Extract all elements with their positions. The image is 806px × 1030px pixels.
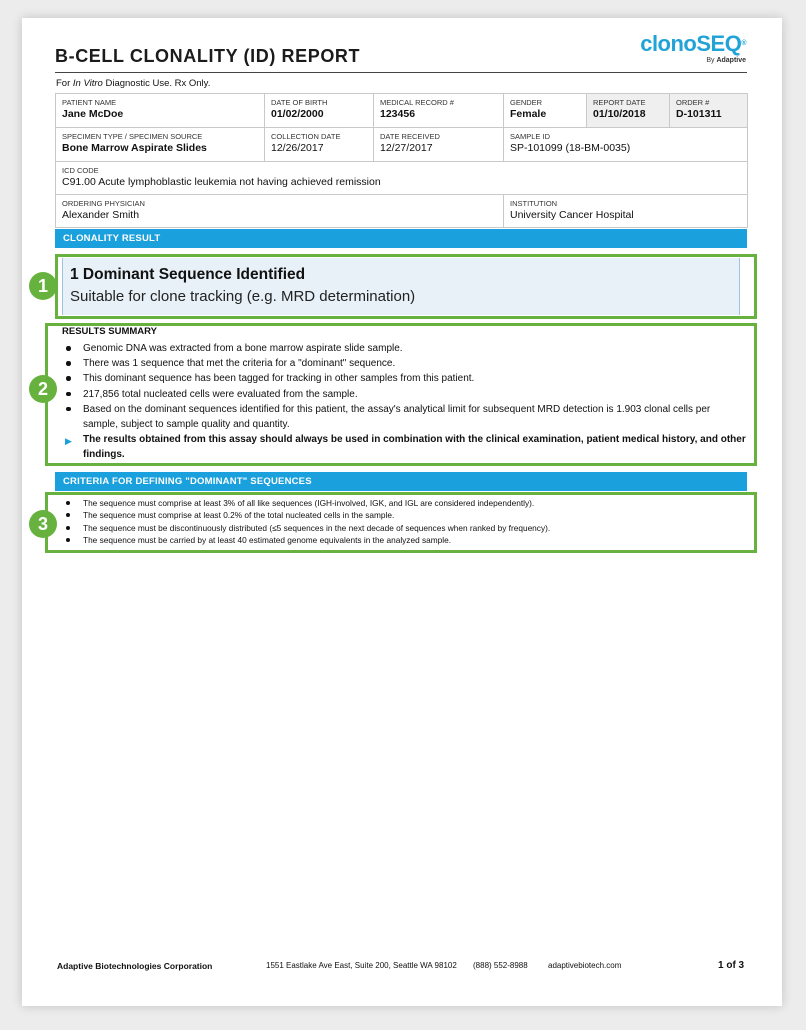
physician-cell: ORDERING PHYSICIAN Alexander Smith [56,195,504,228]
criteria-bar: CRITERIA FOR DEFINING "DOMINANT" SEQUENCES [55,472,747,491]
title-divider [55,72,747,73]
gender: Female [510,108,547,120]
clonality-result-bar: CLONALITY RESULT [55,229,747,248]
report-title: B-CELL CLONALITY (ID) REPORT [55,46,361,66]
physician-row [56,195,748,228]
ordering-physician: Alexander Smith [62,209,140,221]
list-item: The sequence must be discontinuously distributed (≤5 sequences in the next decade of sequences when ranked by frequency). [62,522,746,534]
report-date-cell: REPORT DATE 01/10/2018 [587,94,670,128]
list-item: 217,856 total nucleated cells were evaluated from the sample. [62,387,746,402]
institution: University Cancer Hospital [510,209,634,221]
icd-code: C91.00 Acute lymphoblastic leukemia not having achieved remission [62,176,381,188]
callout-badge-3: 3 [29,510,57,538]
collection-date: 12/26/2017 [271,142,324,154]
list-item: The sequence must comprise at least 3% of all like sequences (IGH-involved, IGK, and IGL are considered independently). [62,497,746,509]
order-number: D-101311 [676,108,722,120]
specimen-row [56,128,748,162]
logo-wordmark: clonoSEQ® [640,31,746,56]
footer-address: 1551 Eastlake Ave East, Suite 200, Seattle WA 98102 [266,961,457,970]
gender-cell: GENDER Female [504,94,587,128]
order-cell: ORDER # D-101311 [670,94,748,128]
clonality-headline: 1 Dominant Sequence Identified [70,266,306,283]
footer-company: Adaptive Biotechnologies Corporation [57,961,213,971]
dob-cell: DATE OF BIRTH 01/02/2000 [265,94,374,128]
footer-phone: (888) 552-8988 [473,961,528,970]
list-item: The sequence must be carried by at least 40 estimated genome equivalents in the analyzed sample. [62,534,746,546]
list-item: There was 1 sequence that met the criteria for a "dominant" sequence. [62,356,746,371]
diagnostic-use-note: For In Vitro Diagnostic Use. Rx Only. [56,78,211,89]
specimen-type-cell: SPECIMEN TYPE / SPECIMEN SOURCE Bone Marrow Aspirate Slides [56,128,265,162]
patient-name: Jane McDoe [62,108,124,120]
icd-row [56,162,748,195]
medical-record-number: 123456 [380,108,416,120]
callout-badge-2: 2 [29,375,57,403]
highlight-box-2 [45,323,757,466]
institution-cell: INSTITUTION University Cancer Hospital [504,195,748,228]
specimen-type: Bone Marrow Aspirate Slides [62,142,207,154]
patient-row [56,94,748,128]
icd-cell: ICD CODE C91.00 Acute lymphoblastic leukemia not having achieved remission [56,162,748,195]
date-received-cell: DATE RECEIVED 12/27/2017 [374,128,504,162]
list-item: The sequence must comprise at least 0.2% of the total nucleated cells in the sample. [62,509,746,521]
clonality-subline: Suitable for clone tracking (e.g. MRD determination) [70,288,416,305]
date-received: 12/27/2017 [380,142,433,154]
footer-website: adaptivebiotech.com [548,961,622,970]
sample-id: SP-101099 (18-BM-0035) [510,142,631,154]
callout-badge-1: 1 [29,272,57,300]
collection-date-cell: COLLECTION DATE 12/26/2017 [265,128,374,162]
page-number: 1 of 3 [718,960,745,971]
list-item-emphasis: ▶ The results obtained from this assay should always be used in combination with the clinical examination, patient medical history, and other findings. [65,434,746,461]
highlight-box-3 [45,492,757,553]
highlight-box-1 [55,254,757,319]
report-date: 01/10/2018 [593,108,646,120]
triangle-right-icon: ▶ [65,436,72,447]
logo-byline: By Adaptive [706,57,746,64]
date-of-birth: 01/02/2000 [271,108,324,120]
results-summary-title: RESULTS SUMMARY [62,326,157,337]
sample-id-cell: SAMPLE ID SP-101099 (18-BM-0035) [504,128,748,162]
mrn-cell: MEDICAL RECORD # 123456 [374,94,504,128]
patient-info-table [55,93,748,228]
list-item: This dominant sequence has been tagged for tracking in other samples from this patient. [62,371,746,386]
list-item: Based on the dominant sequences identified for this patient, the assay's analytical limit for subsequent MRD detection is 1.903 clonal cells per sample, subject to sample quality and quantity. [62,402,746,432]
clonoseq-logo [640,33,746,65]
patient-name-cell: PATIENT NAME Jane McDoe [56,94,265,128]
list-item: Genomic DNA was extracted from a bone marrow aspirate slide sample. [62,341,746,356]
